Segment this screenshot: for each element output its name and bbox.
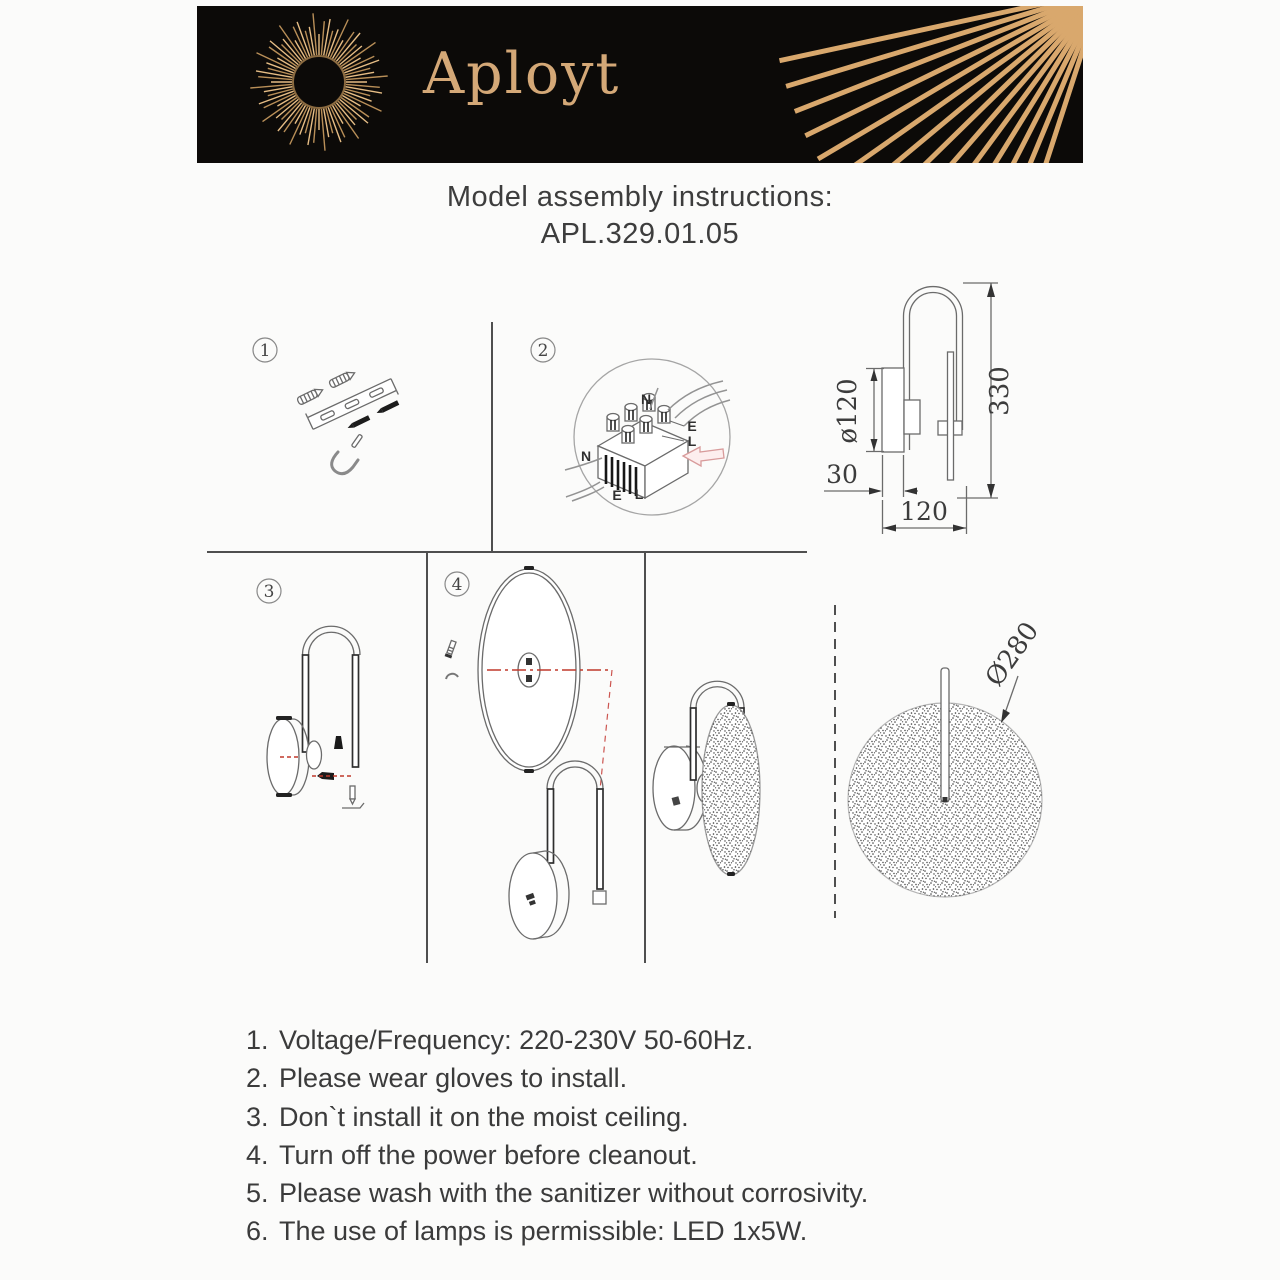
- instruction-item: [246, 1174, 868, 1212]
- screw-icon: [376, 400, 400, 415]
- instruction-text: Please wash with the sanitizer without corrosivity.: [279, 1178, 869, 1209]
- panel3-frame-assembly-drawing: [267, 626, 364, 808]
- wire-label-l-right: L: [687, 433, 697, 449]
- instruction-text: The use of lamps is permissible: LED 1x5W.: [279, 1216, 808, 1247]
- wire-label-n-top: N: [640, 391, 652, 407]
- instruction-number: 2.: [246, 1063, 269, 1094]
- dim-plate-depth: 30: [826, 460, 858, 489]
- step-2-number: 2: [537, 341, 549, 361]
- mount-ring-icon: [307, 741, 322, 769]
- assembled-lamp-drawing: [653, 681, 760, 876]
- dim-330: [957, 283, 1015, 498]
- tube-end-cap: [593, 891, 606, 904]
- instruction-item: [246, 1212, 868, 1250]
- step-badges: [253, 338, 555, 603]
- front-view-drawing: [848, 617, 1045, 897]
- wall-anchor-icon: [297, 386, 325, 405]
- instruction-item: [246, 1059, 868, 1097]
- panel4-shade-assembly-drawing: [445, 566, 612, 939]
- led-tube-side: [948, 352, 954, 480]
- lamp-shade-side: [702, 702, 760, 876]
- instruction-text: Voltage/Frequency: 220-230V 50-60Hz.: [279, 1025, 754, 1055]
- wire-label-l-bottom: L: [634, 486, 644, 502]
- instruction-number: 5.: [246, 1178, 269, 1209]
- screw-icon: [347, 415, 371, 430]
- instruction-number: 3.: [246, 1101, 269, 1132]
- canopy-cylinder-icon: [509, 851, 569, 939]
- small-bracket-icon: [446, 674, 458, 679]
- instruction-text: Turn off the power before cleanout.: [279, 1139, 698, 1170]
- panel2-wiring-drawing: [565, 359, 730, 515]
- led-tube-front: [941, 668, 949, 802]
- dim-total-height: 330: [985, 366, 1015, 416]
- model-number: APL.329.01.05: [540, 218, 740, 250]
- instruction-number: 6.: [246, 1216, 269, 1247]
- instruction-text: Please wear gloves to install.: [279, 1063, 628, 1094]
- wire-label-e-right: E: [687, 418, 697, 434]
- screw-icon: [334, 736, 343, 749]
- instruction-item: [246, 1021, 868, 1059]
- terminal-block-icon: [598, 394, 688, 499]
- instructions-list: [246, 1021, 868, 1251]
- dim-shade-diameter: Ø280: [979, 616, 1046, 693]
- brand-logo-text: Aployt: [423, 41, 621, 107]
- instruction-text: Don`t install it on the moist ceiling.: [279, 1101, 689, 1132]
- dim-total-width: 120: [900, 497, 948, 526]
- small-pin-icon: [351, 434, 362, 448]
- dim-120-diameter: [833, 369, 884, 452]
- dim-120-width: [883, 486, 967, 534]
- wire-label-n-left: N: [580, 448, 592, 464]
- wire-label-e-bottom: E: [612, 487, 622, 503]
- instruction-number: 4.: [246, 1139, 269, 1170]
- instruction-number: 1.: [246, 1025, 269, 1055]
- wall-anchor-icon: [329, 369, 357, 388]
- wall-plate-side: [882, 368, 904, 452]
- step-1-number: 1: [259, 341, 271, 361]
- dim-280: [980, 617, 1045, 723]
- step-4-number: 4: [451, 575, 463, 595]
- dimension-side-view-drawing: [824, 283, 1015, 534]
- curved-strap-icon: [332, 452, 358, 474]
- instruction-item: [246, 1136, 868, 1174]
- panel1-mounting-hardware-drawing: [297, 369, 400, 473]
- step-3-number: 3: [263, 582, 275, 602]
- page-title: Model assembly instructions:: [446, 181, 834, 213]
- dim-plate-diameter: ø120: [833, 378, 863, 444]
- small-screw-icon: [350, 786, 355, 804]
- dim-30: [824, 455, 918, 497]
- direction-arrow-icon: [683, 447, 724, 466]
- instruction-item: [246, 1098, 868, 1136]
- small-screw-icon: [445, 640, 457, 658]
